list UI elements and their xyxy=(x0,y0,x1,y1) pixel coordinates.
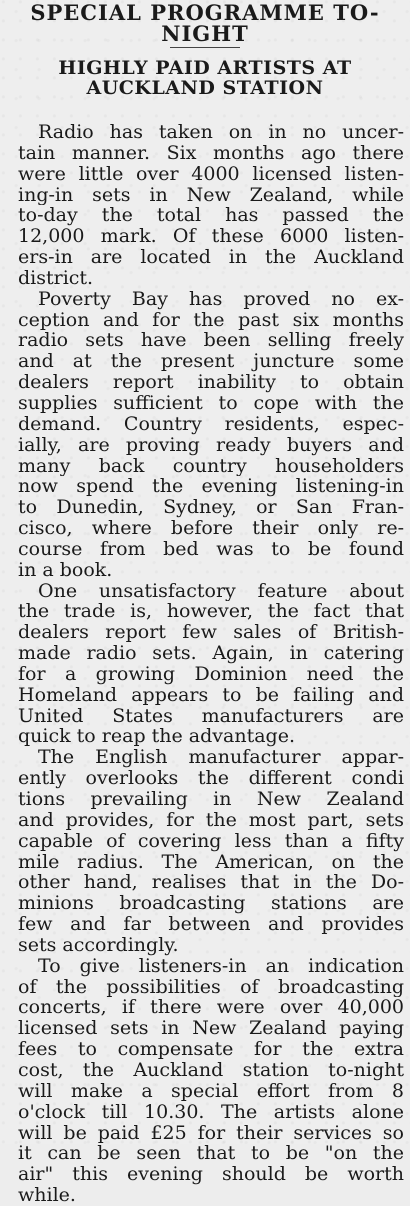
main-headline xyxy=(0,2,410,44)
article-line: district. xyxy=(18,267,94,289)
article-line: were little over 4000 licensed listen- xyxy=(18,163,404,185)
article-line: of the possibilities of broadcasting xyxy=(18,976,404,998)
article-line: air" this evening should be worth xyxy=(18,1164,404,1186)
article-line: for a growing Dominion need the xyxy=(18,663,404,685)
sub-headline xyxy=(0,58,410,98)
article-line: cost, the Auckland station to-night xyxy=(18,1059,404,1081)
article-line: ially, are proving ready buyers and xyxy=(18,434,404,456)
article-body xyxy=(18,122,404,1206)
article-line: now spend the evening listening-in xyxy=(18,476,404,498)
article-line: and at the present juncture some xyxy=(18,351,404,373)
article-line: cisco, where before their only re- xyxy=(18,518,404,539)
article-line: it can be seen that to be "on the xyxy=(18,1143,404,1165)
article-line: to-day the total has passed the xyxy=(18,205,404,227)
article-line: made radio sets. Again, in catering xyxy=(18,643,404,664)
article-line: One unsatisfactory feature about xyxy=(38,580,404,602)
article-line: United States manufacturers are xyxy=(18,705,404,727)
article-line: many back country householders xyxy=(18,455,404,477)
article-line: will make a special effort from 8 xyxy=(18,1080,404,1102)
article-paragraph xyxy=(18,122,404,289)
article-line: To give listeners-in an indication xyxy=(38,955,404,977)
article-line: concerts, if there were over 40,000 xyxy=(18,997,404,1019)
article-line: and provides, for the most part, sets xyxy=(18,809,404,831)
article-line: minions broadcasting stations are xyxy=(18,893,404,915)
article-line: dealers report inability to obtain xyxy=(18,372,404,393)
sub-headline-line: AUCKLAND STATION xyxy=(86,77,324,99)
article-line: Poverty Bay has proved no ex- xyxy=(38,288,404,310)
sub-headline-line: HIGHLY PAID ARTISTS AT xyxy=(58,57,352,79)
article-line: few and far between and provides xyxy=(18,914,404,935)
main-headline-line: SPECIAL PROGRAMME TO- xyxy=(30,0,380,25)
article-line: supplies sufficient to cope with the xyxy=(18,392,404,414)
article-paragraph xyxy=(18,747,404,955)
article-line: fees to compensate for the extra xyxy=(18,1039,404,1060)
article-line: 12,000 mark. Of these 6000 listen- xyxy=(18,226,404,248)
article-line: Radio has taken on in no uncer- xyxy=(38,122,404,143)
article-line: ing-in sets in New Zealand, while xyxy=(18,184,404,206)
article-line: mile radius. The American, on the xyxy=(18,851,404,873)
article-line: capable of covering less than a fifty xyxy=(18,830,404,852)
article-line: quick to reap the advantage. xyxy=(18,726,295,748)
article-line: ers-in are located in the Auckland xyxy=(18,247,404,268)
article-line: Homeland appears to be failing and xyxy=(18,684,404,706)
article-line: sets accordingly. xyxy=(18,934,179,956)
article-line: will be paid £25 for their services so xyxy=(18,1122,404,1144)
article-line: licensed sets in New Zealand paying xyxy=(18,1018,404,1040)
headline-divider xyxy=(170,47,240,48)
article-line: to Dunedin, Sydney, or San Fran- xyxy=(18,497,404,519)
article-line: course from bed was to be found xyxy=(18,538,404,560)
article-line: demand. Country residents, espec- xyxy=(18,413,404,435)
article-paragraph xyxy=(18,956,404,1206)
article-paragraph xyxy=(18,581,404,748)
article-line: tain manner. Six months ago there xyxy=(18,142,404,164)
article-line: ently overlooks the different condi xyxy=(18,768,404,789)
article-line: tions prevailing in New Zealand xyxy=(18,789,404,810)
article-line: o'clock till 10.30. The artists alone xyxy=(18,1101,404,1123)
article-paragraph xyxy=(18,289,404,581)
article-line: other hand, realises that in the Do- xyxy=(18,872,404,894)
article-line: while. xyxy=(18,1185,76,1206)
main-headline-line: NIGHT xyxy=(161,21,249,46)
article-line: dealers report few sales of British- xyxy=(18,622,404,644)
article-line: in a book. xyxy=(18,559,113,581)
article-line: the trade is, however, the fact that xyxy=(18,601,404,623)
article-line: radio sets have been selling freely xyxy=(18,330,404,352)
article-line: ception and for the past six months xyxy=(18,309,404,331)
article-line: The English manufacturer appar- xyxy=(38,747,404,769)
